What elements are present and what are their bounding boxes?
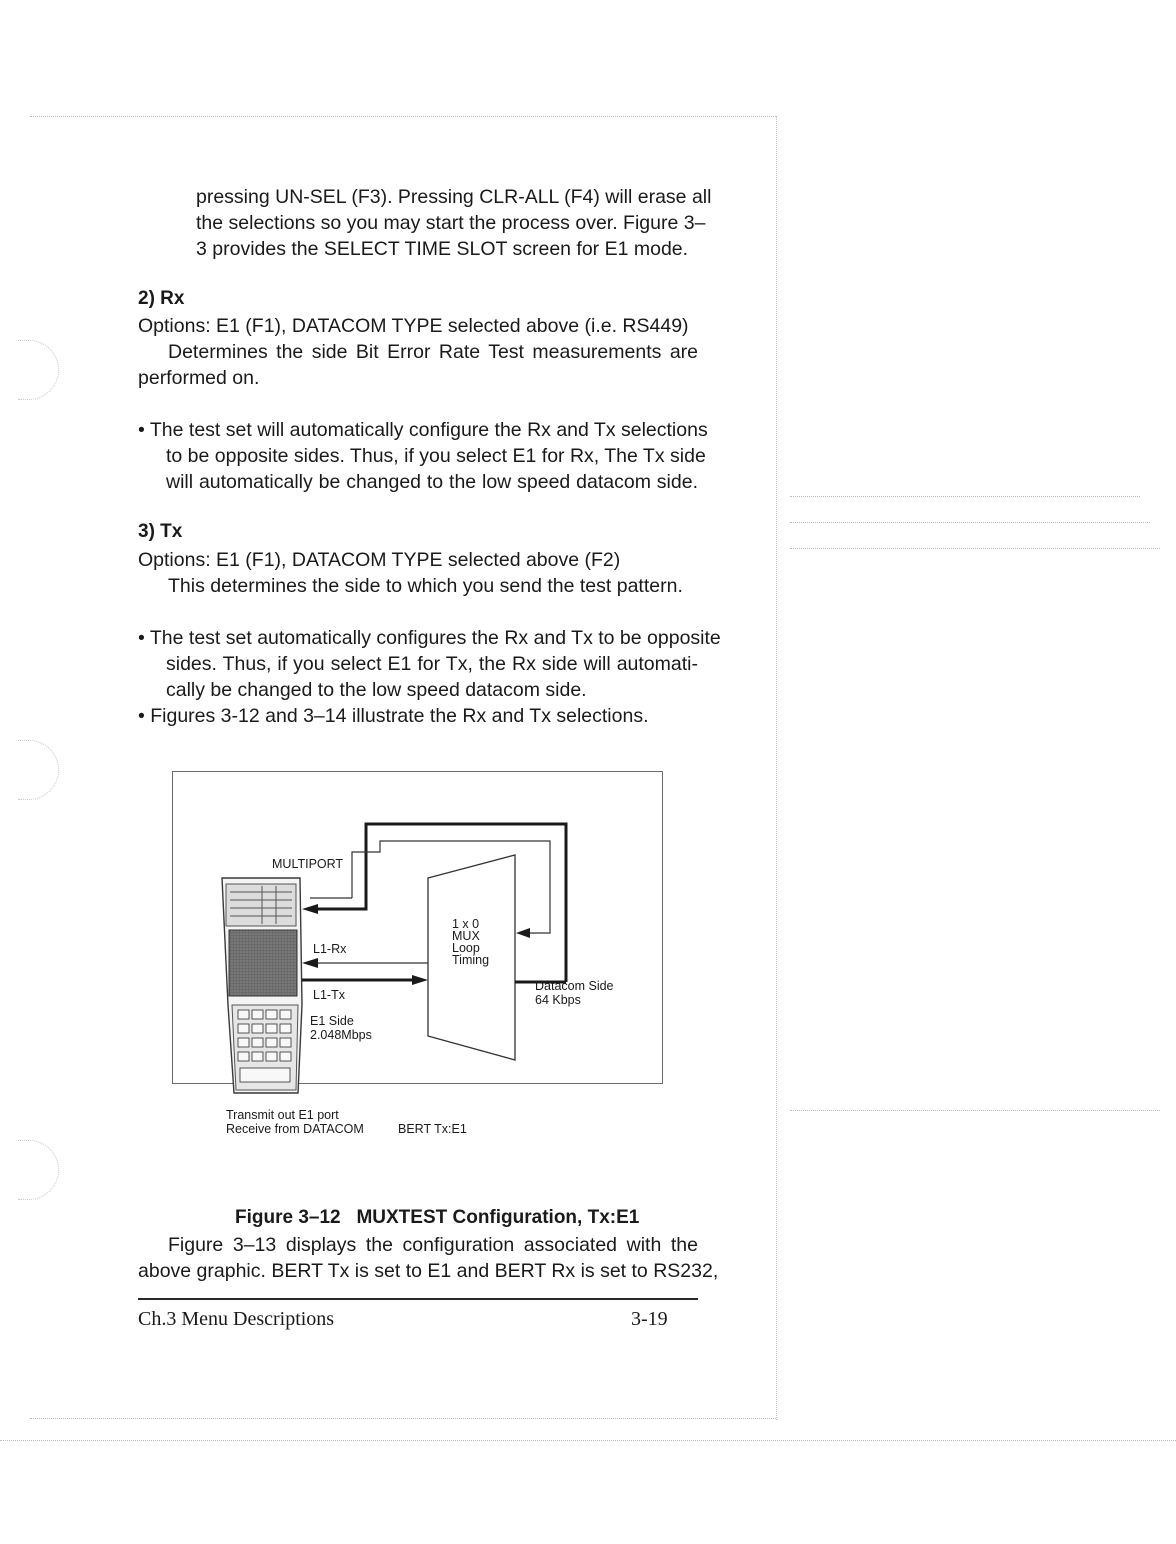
e1-side-label <box>310 1014 372 1042</box>
text-line: pressing UN-SEL (F3). Pressing CLR-ALL (F4) will erase all <box>196 186 712 208</box>
text-line: 3 provides the SELECT TIME SLOT screen for E1 mode. <box>196 238 689 260</box>
text-line: • The test set will automatically configure the Rx and Tx selections <box>138 419 708 441</box>
datacom-side-label <box>535 979 614 1007</box>
section-heading-tx: 3) Tx <box>138 521 183 542</box>
text-line: Transmit out E1 port <box>226 1108 339 1122</box>
text-line: will automatically be changed to the low speed datacom side. <box>166 471 698 493</box>
caption-text: Figure 3–12 MUXTEST Configuration, Tx:E1 <box>235 1207 640 1228</box>
arrow-head <box>302 904 318 914</box>
l1-tx-label: L1-Tx <box>313 988 345 1002</box>
text-line: • The test set automatically configures the Rx and Tx to be opposite <box>138 627 721 649</box>
text-line: performed on. <box>138 367 260 389</box>
text-line: E1 Side <box>310 1014 354 1028</box>
text-line: above graphic. BERT Tx is set to E1 and BERT Rx is set to RS232, <box>138 1260 719 1282</box>
text-line: Timing <box>452 953 490 967</box>
text-line: Figure 3–13 displays the configuration associated with the <box>168 1234 698 1256</box>
arrow-head <box>412 975 428 985</box>
mux-label <box>452 918 489 966</box>
text-line: sides. Thus, if you select E1 for Tx, the Rx side will automati- <box>166 653 698 675</box>
footer-page-number: 3-19 <box>631 1308 668 1330</box>
text-line: the selections so you may start the process over. Figure 3– <box>196 212 706 234</box>
text-line: cally be changed to the low speed datacom side. <box>166 679 587 701</box>
footer-rule <box>138 1298 698 1300</box>
arrow-head <box>516 928 530 938</box>
text-line: 2.048Mbps <box>310 1028 372 1042</box>
bert-tx-label: BERT Tx:E1 <box>398 1122 467 1136</box>
text-line: Receive from DATACOM <box>226 1122 364 1136</box>
text-line: • Figures 3-12 and 3–14 illustrate the Rx and Tx selections. <box>138 705 649 727</box>
text-line: 64 Kbps <box>535 993 581 1007</box>
footer-chapter: Ch.3 Menu Descriptions <box>138 1308 335 1330</box>
transmit-receive-note <box>226 1108 364 1136</box>
arrow-head <box>302 958 318 968</box>
section-heading-rx: 2) Rx <box>138 288 185 309</box>
closing-paragraph <box>138 1232 719 1284</box>
text-line: Loop <box>452 941 480 955</box>
test-set-device <box>222 878 302 1093</box>
text-line: 1 x 0 <box>452 917 480 931</box>
text-line: Options: E1 (F1), DATACOM TYPE selected above (F2) <box>138 549 621 571</box>
text-line: MUX <box>452 929 480 943</box>
text-line: This determines the side to which you send the test pattern. <box>168 575 683 597</box>
text-line: Datacom Side <box>535 979 614 993</box>
text-line: Determines the side Bit Error Rate Test measurements are <box>168 341 698 363</box>
multiport-label: MULTIPORT <box>272 857 344 871</box>
text-line: to be opposite sides. Thus, if you select E1 for Rx, The Tx side <box>166 445 706 467</box>
text-line: Options: E1 (F1), DATACOM TYPE selected above (i.e. RS449) <box>138 315 689 337</box>
l1-rx-label: L1-Rx <box>313 942 347 956</box>
figure-caption <box>235 1207 639 1229</box>
